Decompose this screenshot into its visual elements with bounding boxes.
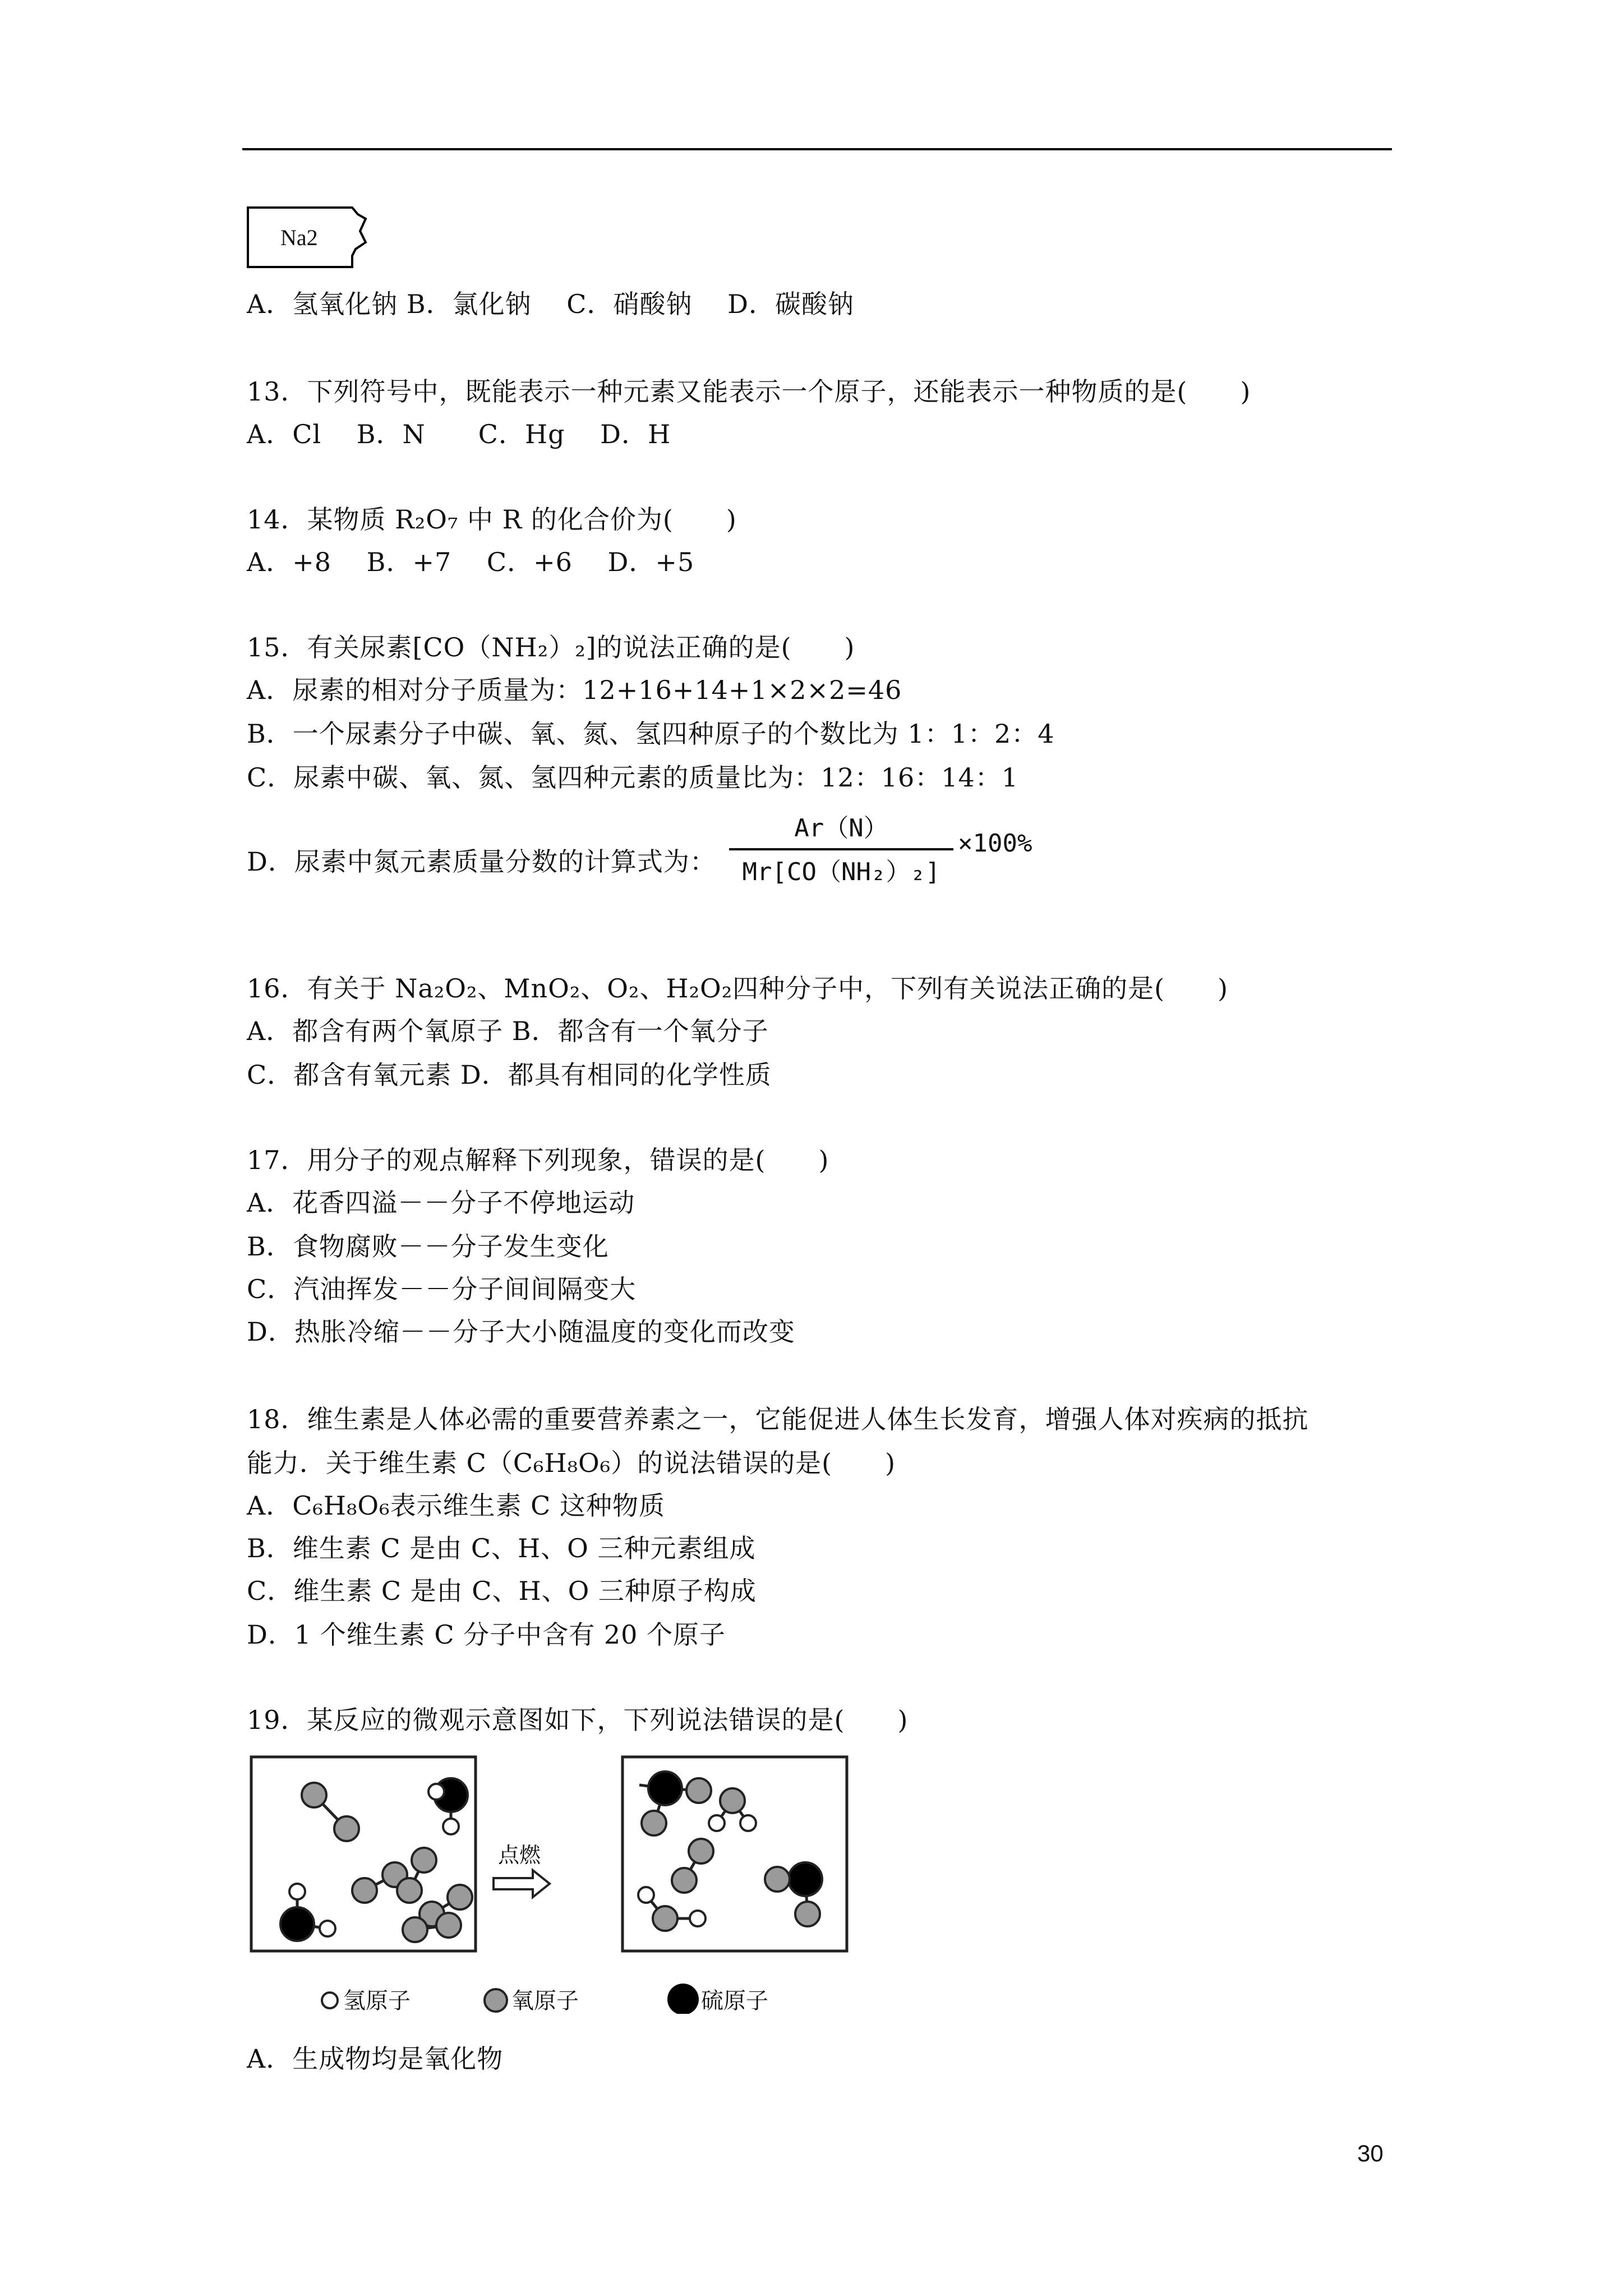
oxygen-atom — [720, 1788, 745, 1813]
q18-stem-line1: 18．维生素是人体必需的重要营养素之一，它能促进人体生长发育，增强人体对疾病的抵抗 — [247, 1404, 1309, 1434]
atom-legend — [322, 1984, 768, 2014]
oxygen-atom — [352, 1878, 377, 1903]
q18-option-d: D．1 个维生素 C 分子中含有 20 个原子 — [247, 1619, 726, 1650]
q17-stem: 17．用分子的观点解释下列现象，错误的是( ) — [247, 1145, 829, 1175]
oxygen-atom — [795, 1902, 820, 1926]
page-number: 30 — [1357, 2140, 1384, 2166]
hydrogen-atom — [428, 1784, 444, 1800]
q17-option-d: D．热胀冷缩－－分子大小随温度的变化而改变 — [247, 1317, 795, 1347]
hydrogen-atom — [709, 1815, 725, 1831]
fraction-bar — [729, 848, 953, 850]
hydrogen-atom — [638, 1887, 654, 1903]
q13-stem: 13．下列符号中，既能表示一种元素又能表示一个原子，还能表示一种物质的是( ) — [247, 376, 1251, 407]
formula-percent: ×100% — [958, 829, 1032, 858]
oxygen-atom — [403, 1917, 427, 1942]
q14-options: A．+8 B．+7 C．+6 D．+5 — [247, 547, 695, 577]
oxygen-atom — [672, 1868, 697, 1893]
oxygen-atom — [686, 1778, 711, 1803]
q15-option-a: A．尿素的相对分子质量为：12+16+14+1×2×2=46 — [247, 675, 902, 705]
q16-stem: 16．有关于 Na₂O₂、MnO₂、O₂、H₂O₂四种分子中，下列有关说法正确的是( ) — [247, 973, 1229, 1004]
legend-oxygen-label: 氧原子 — [511, 1988, 579, 2014]
q18-option-a: A．C₆H₈O₆表示维生素 C 这种物质 — [247, 1490, 666, 1521]
header-rule — [242, 148, 1392, 150]
q17-option-b: B．食物腐败－－分子发生变化 — [247, 1231, 609, 1262]
q19-option-a: A．生成物均是氧化物 — [247, 2044, 504, 2074]
sulfur-atom — [280, 1907, 314, 1941]
q18-option-c: C．维生素 C 是由 C、H、O 三种原子构成 — [247, 1576, 757, 1606]
reaction-diagram — [247, 1750, 864, 2014]
oxygen-atom — [448, 1885, 472, 1910]
oxygen-atom — [436, 1913, 461, 1938]
q15-option-b: B．一个尿素分子中碳、氧、氮、氢四种原子的个数比为 1：1：2：4 — [247, 719, 1055, 749]
oxygen-legend-icon — [485, 1989, 507, 2012]
q16-options-cd: C．都含有氧元素 D．都具有相同的化学性质 — [247, 1060, 772, 1090]
q16-options-ab: A．都含有两个氧原子 B．都含有一个氧分子 — [247, 1016, 769, 1046]
sulfur-atom — [648, 1772, 682, 1805]
q14-stem: 14．某物质 R₂O₇ 中 R 的化合价为( ) — [247, 504, 737, 535]
mass-fraction-formula — [729, 808, 1032, 886]
oxygen-atom — [412, 1848, 436, 1872]
q17-option-c: C．汽油挥发－－分子间间隔变大 — [247, 1274, 637, 1304]
legend-sulfur-label: 硫原子 — [701, 1988, 768, 2014]
hydrogen-atom — [289, 1884, 305, 1899]
reaction-arrow — [494, 1843, 550, 1897]
q17-option-a: A．花香四溢－－分子不停地运动 — [247, 1188, 635, 1218]
legend-hydrogen-label: 氢原子 — [343, 1988, 411, 2014]
oxygen-atom — [689, 1839, 713, 1864]
q15-option-d: D．尿素中氮元素质量分数的计算式为： — [247, 846, 716, 877]
q18-option-b: B．维生素 C 是由 C、H、O 三种元素组成 — [247, 1533, 756, 1563]
sulfur-legend-icon — [667, 1984, 699, 2014]
formula-denominator: Mr[CO（NH₂）₂] — [742, 858, 940, 886]
formula-numerator: Ar（N） — [794, 814, 888, 843]
oxygen-atom — [765, 1867, 790, 1892]
oxygen-atom — [334, 1816, 359, 1841]
oxygen-atom — [302, 1783, 326, 1807]
sodium-label-text: Na2 — [280, 225, 318, 250]
sodium-label-figure — [246, 202, 369, 273]
hydrogen-atom — [443, 1819, 459, 1834]
hydrogen-atom — [320, 1921, 335, 1936]
oxygen-atom — [397, 1878, 422, 1903]
q15-option-c: C．尿素中碳、氧、氮、氢四种元素的质量比为：12：16：14：1 — [247, 762, 1019, 793]
q19-stem: 19．某反应的微观示意图如下，下列说法错误的是( ) — [247, 1705, 909, 1735]
q13-options: A．Cl B．N C．Hg D．H — [247, 419, 671, 449]
hydrogen-legend-icon — [322, 1993, 338, 2008]
oxygen-atom — [653, 1906, 677, 1931]
hydrogen-atom — [740, 1815, 756, 1831]
q15-stem: 15．有关尿素[CO（NH₂）₂]的说法正确的是( ) — [247, 632, 855, 662]
oxygen-atom — [642, 1811, 666, 1835]
hydrogen-atom — [690, 1911, 706, 1926]
arrow-label: 点燃 — [498, 1843, 541, 1867]
sulfur-atom — [789, 1862, 822, 1896]
q12-options: A．氢氧化钠 B．氯化钠 C．硝酸钠 D．碳酸钠 — [247, 289, 854, 319]
q18-stem-line2: 能力．关于维生素 C（C₆H₈O₆）的说法错误的是( ) — [247, 1448, 896, 1478]
